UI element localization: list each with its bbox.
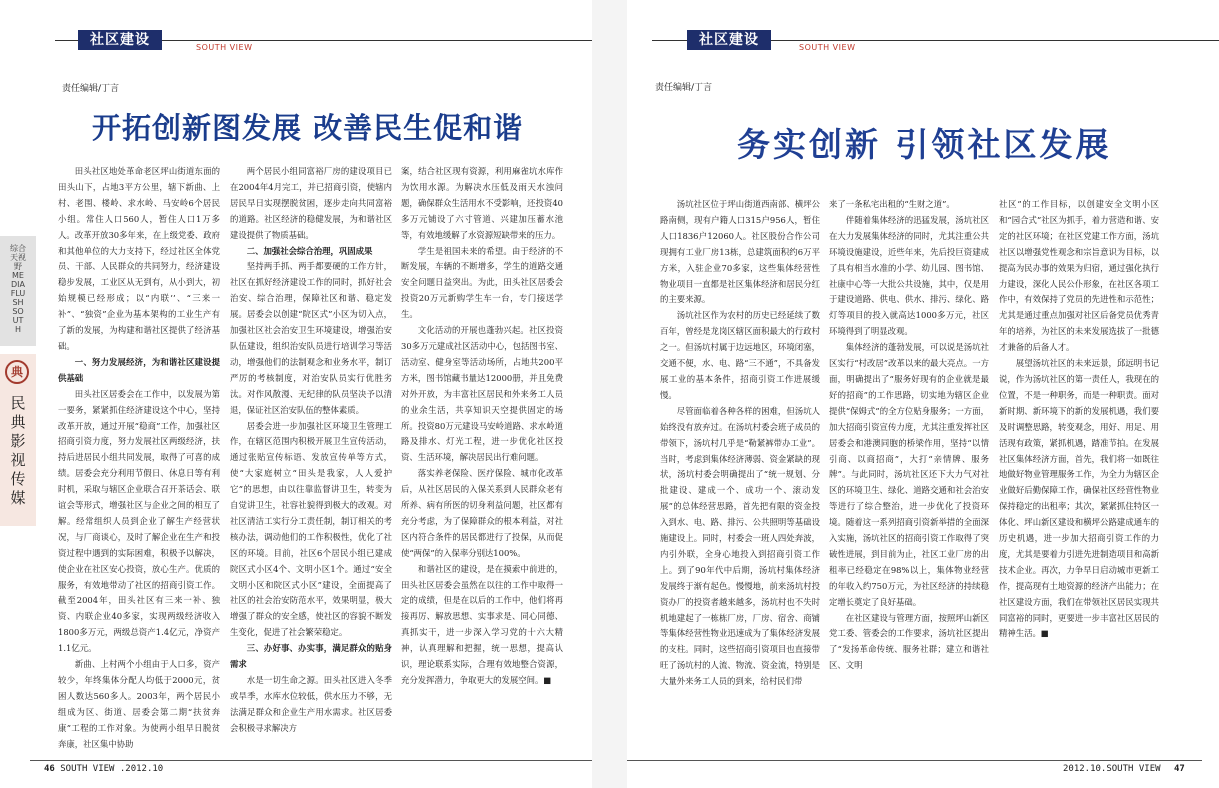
brand-logo-icon: 典 <box>5 360 29 384</box>
article-title: 务实创新 引领社区发展 <box>737 125 1112 164</box>
paragraph: 新曲、上村两个小组由于人口多，资产较少，年终集体分配人均低于2000元，贫困人数达560多人。2003年，两个居民小组成为区、街道、居委会第二期“扶贫奔康”工程的工作对象。为使两小组早日脱贫奔康，社区集中协助 <box>58 659 220 749</box>
section-tab: 社区建设 <box>78 30 162 50</box>
text-column-3 <box>999 197 1159 760</box>
paragraph: 伴随着集体经济的迅猛发展，汤坑社区在大力发展集体经济的同时，尤其注重公共环境设施建设，近些年来，先后投巨资建成了具有相当水准的小学、幼儿园、图书馆、社康中心等一大批公共设施，其中，仅是用于建设道路、供电、供水、排污、绿化、路灯等项目的投入就高达1000多万元，社区环境得到了明显改观。 <box>829 214 989 337</box>
paragraph: 案，结合社区现有资源，利用麻雀坑水库作为饮用水源。为解决水压低及雨天水浊问题，确保群众生活用水不受影响，还投资40多万元铺设了六寸管道、兴建加压蓄水池等，有效地缓解了水资源短缺带来的压力。 <box>401 166 563 240</box>
paragraph: 水是一切生命之源。田头社区进入冬季或旱季，水库水位较低，供水压力不够，无法满足群众和企业生产用水需求。社区居委会积极寻求解决方 <box>230 675 392 733</box>
paragraph: 文化活动的开展也蓬勃兴起。社区投资30多万元建成社区活动中心，包括图书室、活动室、健身室等活动场所，占地共200平方米，图书馆藏书量达12000册，并且免费对外开放，为丰富社区居民和外来务工人员的业余生活，共享知识天空提供固定的场所。投资80万元建设马安岭道路、求水岭道路及排水、灯光工程，进一步优化社区投资、生活环境，解决居民出行难问题。 <box>401 325 563 463</box>
side-strip-banner <box>0 236 36 346</box>
paragraph: 集体经济的蓬勃发展，可以说是汤坑社区实行“村改居”改革以来的最大亮点。一方面，明确提出了“服务好现有的企业就是最好的招商”的工作思路，切实地为辖区企业提供“保姆式”的全方位贴身服务；一方面，加大招商引资宣传力度，尤其注重发挥社区居委会和港澳同胞的桥梁作用，坚持“以情引商、以商招商”，大打“亲情牌、服务牌”。与此同时，汤坑社区还下大力气对社区的环境卫生、绿化、道路交通和社会治安等进行了综合整治，进一步优化了投资环境。随着这一系列招商引资新举措的全面深入实施，汤坑社区的招商引资工作取得了突破性进展，到目前为止，社区工业厂房的出租率已经稳定在98%以上，集体物业经营的年收入约750万元，为社区经济的持续稳定增长奠定了良好基础。 <box>829 342 989 607</box>
section-tab: 社区建设 <box>687 30 771 50</box>
paragraph: 汤坑社区位于坪山街道西南部、横坪公路南侧，现有户籍人口315户956人，暂住人口1836户12060人。社区股份合作公司现拥有工业厂房13栋，总建筑面积约6万平方米，入驻企业70多家，这些集体经营性物业项目一直都是社区集体经济和居民分红的主要来源。 <box>660 199 820 305</box>
editor-credit: 责任编辑/丁言 <box>62 84 120 94</box>
paragraph: 汤坑社区作为农村的历史已经延续了数百年，曾经是龙岗区辖区面积最大的行政村之一。但汤坑村属于边远地区，环境闭塞，交通不便，水、电、路“三不通”，不具备发展工业的基本条件，招商引资工作进展缓慢。 <box>660 310 820 400</box>
footer-rule <box>30 760 592 761</box>
article-title: 开拓创新图发展 改善民生促和谐 <box>92 111 524 145</box>
right-page <box>627 0 1219 788</box>
page-gutter <box>592 0 627 788</box>
footer-magazine: 2012.10.SOUTH VIEW <box>1063 764 1161 774</box>
paragraph: 田头社区居委会在工作中，以发展为第一要务，紧紧抓住经济建设这个中心，坚持改革开放，通过开展“稳商”工作，加强社区招商引资力度，努力发展社区两级经济，扶持后进居民小组共同发展，取得了可喜的成绩。居委会充分利用节假日、休息日等有利时机，采取与辖区企业联合召开茶话会、联谊会等形式，增强社区与企业之间的相互了解。经常组织人员到企业了解生产经营状况，与厂商谈心，及时了解企业在生产和投资过程中遇到的实际困难，积极予以解决，使企业在社区安心投资，放心生产。优质的服务，有效地带动了社区的招商引资工作。截至2004年，田头社区有三来一补、独资、内联企业40多家，实现两级经济收入1800多万元，两级总资产1.4亿元，净资产1.1亿元。 <box>58 388 220 654</box>
text-column-1 <box>58 164 220 754</box>
section-subheading: 一、努力发展经济，为和谐社区建设提供基础 <box>58 356 220 383</box>
footer <box>1063 764 1185 774</box>
text-column-1 <box>660 197 820 760</box>
paragraph: 田头社区地处革命老区坪山街道东面的田头山下，占地3平方公里，辖下新曲、上村、老围、楼岭、求水岭、马安岭6个居民小组。常住人口560人，暂住人口1万多人。改革开放30多年来，在上级党委、政府和其他单位的大力支持下，经过社区全体党员、干部、人民群众的共同努力，经济建设稳步发展，工业区从无到有，从小到大，初始规模已经形成；以“内联’’、“三来一补”、“独资”企业为基本架构的工业生产有了新的发展，为构建和谐社区提供了经济基础。 <box>58 166 220 351</box>
section-subheading: 三、办好事、办实事，满足群众的贴身需求 <box>230 643 392 670</box>
paragraph: 社区”的工作目标，以创建安全文明小区和“园合式”社区为抓手，着力营造和谐、安定的社区环境；在社区党建工作方面，汤坑社区以增强党性观念和宗旨意识为目标，以提高为民办事的效果为归宿，通过强化执行力建设，深化人民公仆形象，在社区各项工作中，有效保持了党员的先进性和示范性；尤其是通过重点加强对社区后备党员优秀青年的培养，为社区的未来发展选拔了一批德才兼备的后备人才。 <box>999 199 1159 353</box>
paragraph: 和谐社区的建设，是在摸索中前进的，田头社区居委会虽然在以往的工作中取得一定的成绩，但是在以后的工作中，他们将再接再厉、解放思想、实事求是、同心同德、真抓实干，进一步深入学习党的十六大精神，认真理解和把握，统一思想，提高认识，理论联系实际，合理有效地整合资源，充分发挥潜力，争取更大的发展空间。■ <box>401 563 563 685</box>
page-number: 46 <box>44 764 55 774</box>
paragraph: 来了一条私宅出租的“生财之道”。 <box>829 199 955 209</box>
paragraph: 居委会进一步加强社区环境卫生管理工作，在辖区范围内积极开展卫生宣传活动，通过张贴宣传标语、发放宣传单等方式，使“大家庭树立“田头是我家，人人爱护它”的思想，由以往靠监督讲卫生，转变为自觉讲卫生，社容社貌得到极大的改观。对社区清洁工实行分工责任制，制订相关的考核办法，调动他们的工作积极性，优化了社区的环境。目前，社区6个居民小组已建成院区式小区4个、文明小区1个。通过“安全文明小区和院区式小区”建设，全面提高了社区的社会治安防范水平，效果明显，极大增强了群众的安全感，使社区的容貌不断发生变化，促进了社会繁荣稳定。 <box>230 420 392 638</box>
paragraph: 两个居民小组同富裕厂房的建设项目已在2004年4月完工，并已招商引资，使辖内居民早日实现摆脱贫困，逐步走向共同富裕的道路。社区经济的稳健发展，为和谐社区建设提供了物质基础。 <box>230 166 392 240</box>
paragraph: 尽管面临着各种各样的困难，但汤坑人始终没有放弃过。在汤坑村委会班子成员的带领下，汤坑村几乎是“勒紧裤带办工业”。当时，考虑到集体经济薄弱、资金紧缺的现状，汤坑村委会明确提出了“统一规划、分批建设、建成一个、成功一个、滚动发展”的总体经营思路，首先把有限的资金投入到水、电、路、排污、公共照明等基础设施建设上。同时，村委会一班人四处奔波，内引外联，全身心地投入到招商引资工作上。到了90年代中后期，汤坑村集体经济发展终于渐有起色。慢慢地，前来汤坑村投资办厂的投资者越来越多，汤坑村也不失时机地建起了一栋栋厂房，厂房、宿舍、商铺等集体经营性物业迅速成为了集体经济发展的支柱。同时，这些招商引资项目也直接带旺了汤坑村的人流、物流、资金流，特别是大量外来务工人员的到来，给村民们带 <box>660 405 820 687</box>
section-subheading: 二、加强社会综合治理，巩固成果 <box>246 245 373 256</box>
side-strip-label: 民典影视传媒 <box>10 394 26 507</box>
side-strip-banner-text: 综合天视野 MEDIA FLUSH SOUTH <box>10 244 26 334</box>
side-strip <box>0 236 36 526</box>
paragraph: 坚持两手抓、两手都要硬的工作方针，社区在抓好经济建设工作的同时，抓好社会治安、综合治理，保障社区和谐、稳定发展。居委会以创建“院区式”小区为切入点，加强社区社会治安卫生环境建设，增强治安队伍建设，组织治安队员进行培训学习等活动，增强他们的法制观念和业务水平，制订严厉的考核制度，对治安队员实行优胜劣汰。对作风散漫、无纪律的队员坚决予以清退，保证社区治安队伍的整体素质。 <box>230 261 392 415</box>
left-page <box>0 0 592 788</box>
footer <box>44 764 163 774</box>
footer-magazine: SOUTH VIEW .2012.10 <box>60 764 164 774</box>
paragraph: 展望汤坑社区的未来远景，邱远明书记说，作为汤坑社区的第一责任人，我现在的位置，不是一种职务，而是一种职责。面对新时期、新环境下的新的发展机遇，我们要及时调整思路，转变观念，用好、用足、用活现有政策，紧抓机遇，踏准节拍。在发展社区集体经济方面，首先，我们将一如既往地做好物业管理服务工作，为全力为辖区企业做好后勤保障工作，确保社区经营性物业保持稳定的出租率；其次，紧紧抓住特区一体化、坪山新区建设和横坪公路建成通车的历史机遇，进一步加大招商引资工作的力度，尤其是要着力引进先进制造项目和高新技术企业。再次，力争早日启动城市更新工作，提高现有土地资源的经济产出能力；在社区建设方面，我们在带领社区居民实现共同富裕的同时，更要进一步丰富社区居民的精神生活。■ <box>999 358 1159 639</box>
page-number: 47 <box>1173 764 1185 774</box>
footer-rule <box>627 760 1202 761</box>
paragraph: 学生是祖国未来的希望。由于经济的不断发展，车辆的不断增多，学生的道路交通安全问题日益突出。为此，田头社区居委会投资20万元新购学生车一台，专门接送学生。 <box>401 245 563 320</box>
paragraph: 落实养老保险、医疗保险、城市化改革后，从社区居民的入保关系到人民群众老有所养、病有所医的切身利益问题，社区都有充分考虑，为了保障群众的根本利益，对社区内符合条件的居民都进行了投保，从而促使“两保”的入保率分别达100%。 <box>401 468 563 558</box>
paragraph: 在社区建设与管理方面，按照坪山新区党工委、管委会的工作要求，汤坑社区提出了“发扬革命传统、服务社群；建立和谐社区、文明 <box>829 612 989 671</box>
text-column-3 <box>401 164 563 724</box>
editor-credit: 责任编辑/丁言 <box>655 83 713 93</box>
section-tag-en: SOUTH VIEW <box>799 43 856 52</box>
side-strip-ad <box>0 354 36 526</box>
section-tag-en: SOUTH VIEW <box>196 43 253 52</box>
text-column-2 <box>230 164 392 754</box>
text-column-2 <box>829 197 989 760</box>
